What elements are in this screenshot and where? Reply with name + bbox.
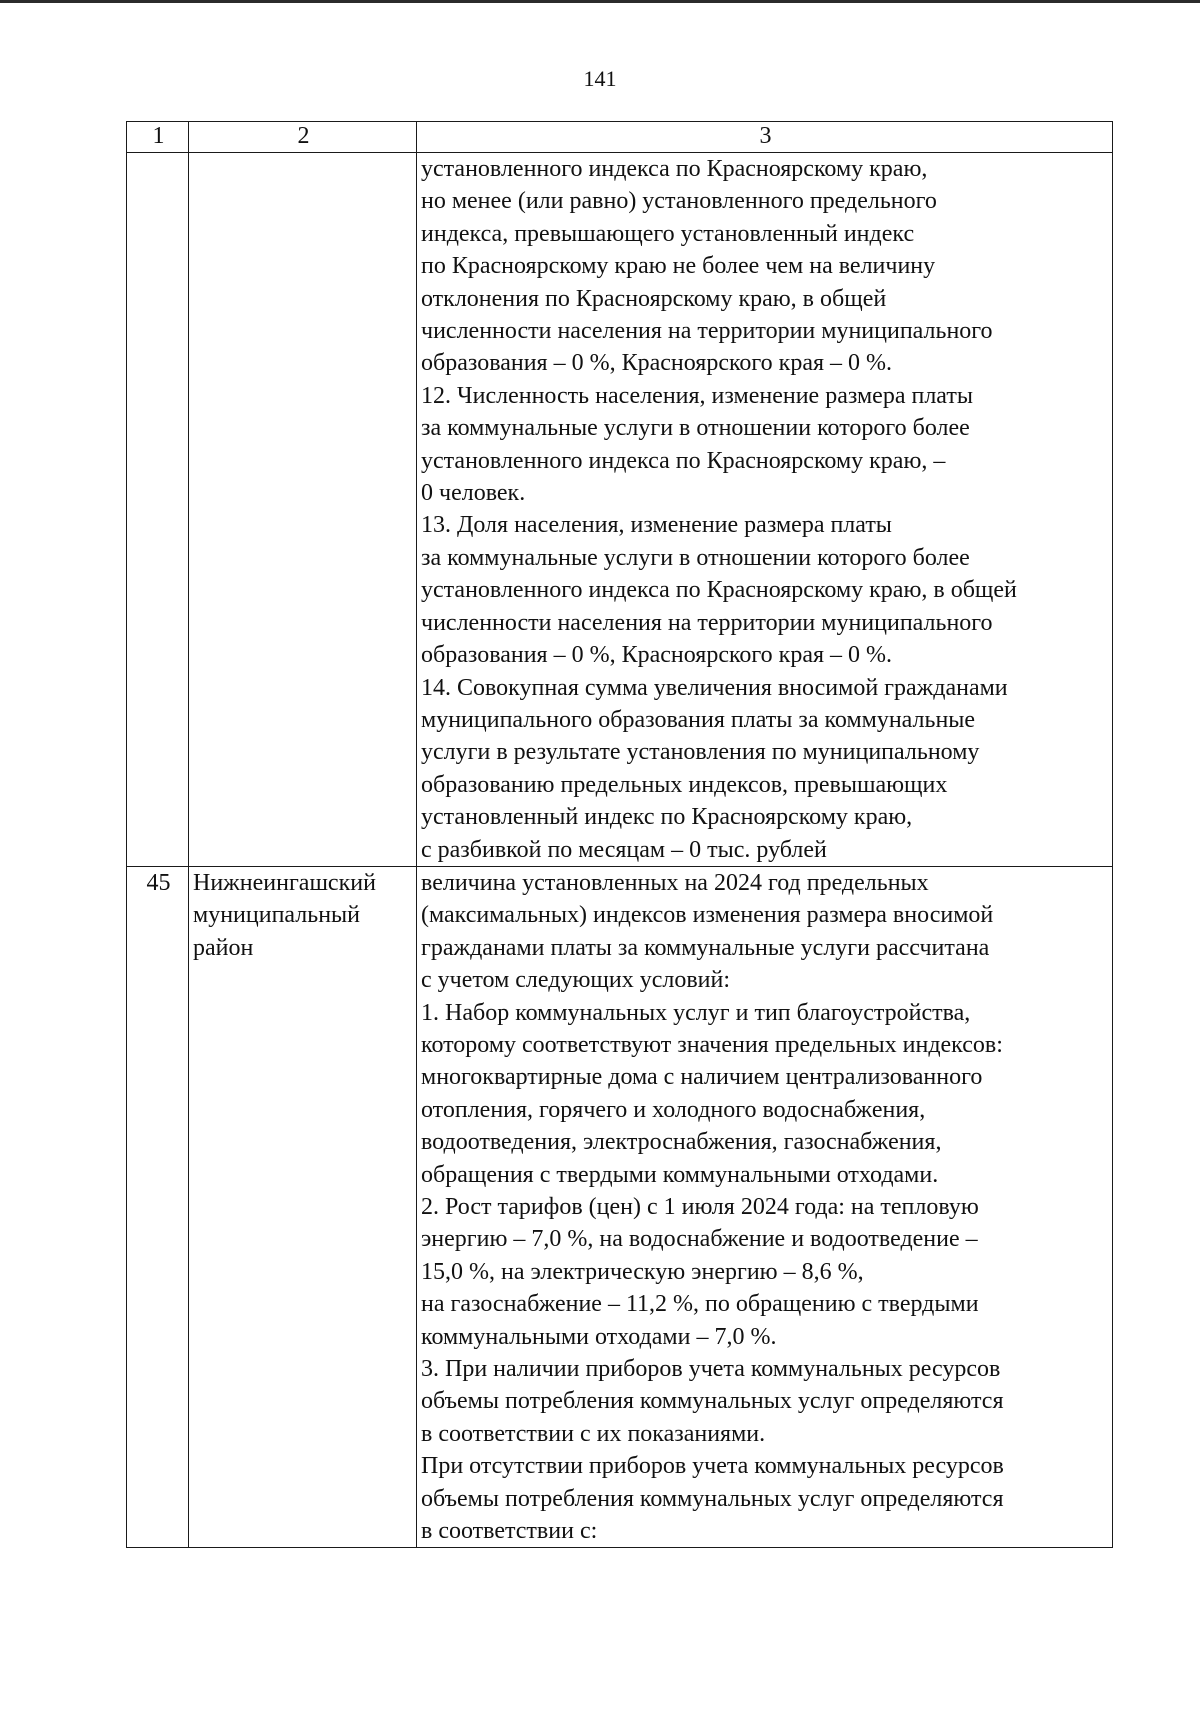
municipality-name-line: муниципальный — [193, 902, 361, 929]
municipality-name-line: район — [193, 934, 254, 961]
table-header-row — [127, 122, 1113, 153]
description-line: коммунальными отходами – 7,0 %. — [421, 1323, 777, 1350]
description-line: величина установленных на 2024 год предельных — [421, 869, 929, 896]
column-header-3: 3 — [417, 122, 1113, 153]
municipality-name-cell — [189, 866, 417, 1548]
description-line: с разбивкой по месяцам – 0 тыс. рублей — [421, 836, 827, 863]
description-line: но менее (или равно) установленного предельного — [421, 188, 937, 215]
description-line: образованию предельных индексов, превышающих — [421, 771, 948, 798]
description-line: по Красноярскому краю не более чем на величину — [421, 253, 936, 280]
index-description-cell — [417, 153, 1113, 867]
description-line: муниципального образования платы за коммунальные — [421, 706, 976, 733]
description-line: которому соответствуют значения предельных индексов: — [421, 1031, 1003, 1058]
table-body — [127, 153, 1113, 1548]
scan-top-edge — [0, 0, 1200, 3]
description-line: отопления, горячего и холодного водоснабжения, — [421, 1096, 926, 1123]
description-line: многоквартирные дома с наличием централизованного — [421, 1064, 983, 1091]
description-line: 13. Доля населения, изменение размера платы — [421, 512, 892, 539]
description-line: обращения с твердыми коммунальными отходами. — [421, 1161, 939, 1188]
column-header-2: 2 — [189, 122, 417, 153]
document-table — [126, 121, 1113, 1548]
description-line: установленного индекса по Красноярскому краю, — [421, 156, 928, 182]
municipality-name-cell — [189, 153, 417, 867]
description-line: объемы потребления коммунальных услуг определяются — [421, 1485, 1004, 1512]
description-line: с учетом следующих условий: — [421, 967, 731, 994]
row-number-cell: 45 — [127, 866, 189, 1548]
description-line: индекса, превышающего установленный индекс — [421, 220, 915, 247]
description-line: услуги в результате установления по муниципальному — [421, 739, 980, 766]
description-line: гражданами платы за коммунальные услуги рассчитана — [421, 934, 990, 961]
description-line: в соответствии с: — [421, 1518, 598, 1545]
description-line: 3. При наличии приборов учета коммунальных ресурсов — [421, 1356, 1001, 1383]
description-line: энергию – 7,0 %, на водоснабжение и водоотведение – — [421, 1226, 978, 1253]
table-row — [127, 866, 1113, 1548]
description-line: на газоснабжение – 11,2 %, по обращению с твердыми — [421, 1291, 979, 1318]
description-line: водоотведения, электроснабжения, газоснабжения, — [421, 1129, 942, 1156]
description-line: образования – 0 %, Красноярского края – 0 %. — [421, 350, 893, 377]
description-line: 1. Набор коммунальных услуг и тип благоустройства, — [421, 999, 971, 1026]
description-line: численности населения на территории муниципального — [421, 318, 993, 345]
description-line: установленного индекса по Красноярскому краю, – — [421, 447, 946, 474]
description-line: 2. Рост тарифов (цен) с 1 июля 2024 года: на тепловую — [421, 1194, 979, 1220]
description-line: 14. Совокупная сумма увеличения вносимой гражданами — [421, 674, 1008, 701]
description-line: 12. Численность населения, изменение размера платы — [421, 382, 973, 409]
column-header-1: 1 — [127, 122, 189, 153]
description-line: за коммунальные услуги в отношении которого более — [421, 415, 970, 442]
municipality-name-line: Нижнеингашский — [193, 869, 376, 896]
row-number-cell — [127, 153, 189, 867]
description-line: (максимальных) индексов изменения размера вносимой — [421, 902, 994, 929]
description-line: объемы потребления коммунальных услуг определяются — [421, 1388, 1004, 1415]
description-line: численности населения на территории муниципального — [421, 609, 993, 636]
index-description-cell — [417, 866, 1113, 1548]
description-line: за коммунальные услуги в отношении которого более — [421, 544, 970, 571]
description-line: образования – 0 %, Красноярского края – 0 %. — [421, 642, 893, 669]
description-line: установленного индекса по Красноярскому краю, в общей — [421, 577, 1017, 604]
description-line: При отсутствии приборов учета коммунальных ресурсов — [421, 1453, 1004, 1480]
description-line: 15,0 %, на электрическую энергию – 8,6 %, — [421, 1258, 864, 1285]
page-number: 141 — [583, 66, 617, 91]
description-line: отклонения по Красноярскому краю, в общей — [421, 285, 887, 312]
description-line: 0 человек. — [421, 480, 526, 507]
description-line: в соответствии с их показаниями. — [421, 1420, 766, 1447]
table-row — [127, 153, 1113, 867]
description-line: установленный индекс по Красноярскому краю, — [421, 804, 913, 831]
